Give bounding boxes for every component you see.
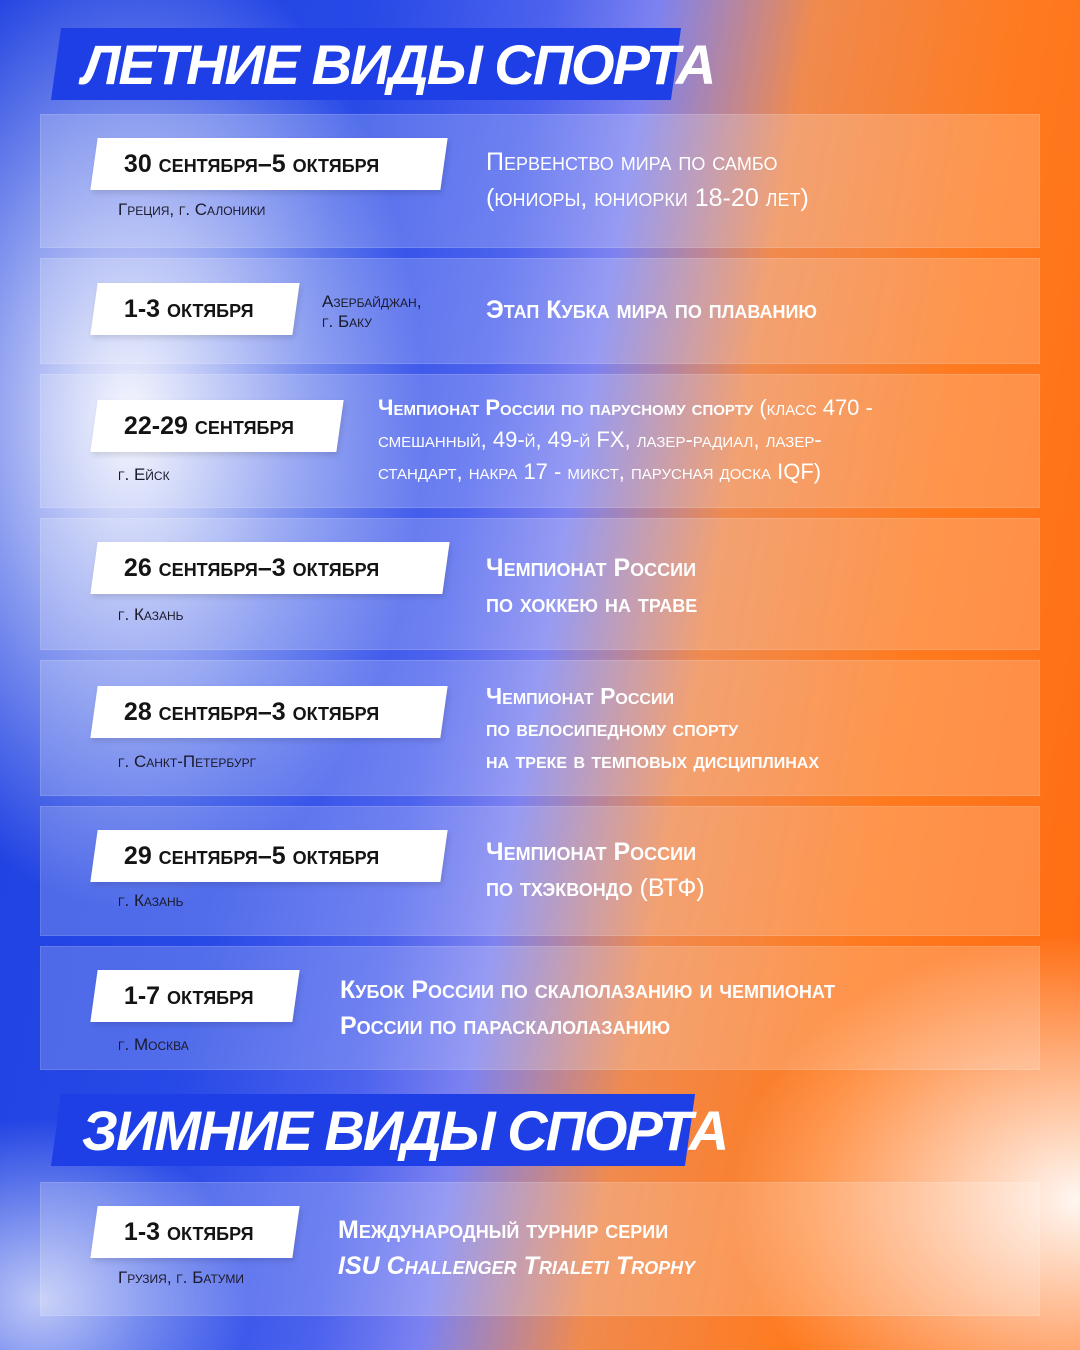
event-location: г. Ейск	[118, 465, 170, 484]
event-title: Первенство мира по самбо (юниоры, юниорки 18-20 лет)	[486, 148, 809, 212]
event-title: Этап Кубка мира по плаванию	[486, 296, 817, 324]
event-date: 30 сентября–5 октября	[90, 138, 447, 190]
event-title: Кубок России по скалолазанию и чемпионат России по параскалолазанию	[340, 976, 835, 1040]
event-location: Греция, г. Салоники	[118, 200, 266, 219]
event-title: Международный турнир серии ISU Challenger Trialeti Trophy	[338, 1216, 696, 1280]
event-title: Чемпионат России по тхэквондо (ВТФ)	[486, 838, 705, 902]
event-date: 1-7 октября	[90, 970, 299, 1022]
event-title: Чемпионат России по хоккею на траве	[486, 554, 698, 618]
summer-section-title	[51, 28, 715, 100]
event-date: 28 сентября–3 октября	[90, 686, 447, 738]
event-location: г. Казань	[118, 605, 184, 624]
event-date: 29 сентября–5 октября	[90, 830, 447, 882]
winter-title-text: ЗИМНИЕ ВИДЫ СПОРТА	[82, 1098, 728, 1162]
winter-section-title	[51, 1094, 728, 1166]
event-location: г. Москва	[118, 1035, 189, 1054]
event-location: Азербайджан, г. Баку	[322, 292, 422, 331]
event-date: 1-3 октября	[90, 1206, 299, 1258]
event-title: Чемпионат России по парусному спорту (класс 470 - смешанный, 49-й, 49-й FX, лазер-радиал, лазер- стандарт, накра 17 - микст, парусная доска IQF)	[378, 395, 873, 484]
event-location: г. Санкт-Петербург	[118, 752, 257, 771]
event-location: Грузия, г. Батуми	[118, 1268, 245, 1287]
event-title: Чемпионат России по велосипедному спорту на треке в темповых дисциплинах	[486, 683, 820, 773]
event-date: 1-3 октября	[90, 283, 299, 335]
event-date: 26 сентября–3 октября	[90, 542, 449, 594]
summer-title-text: ЛЕТНИЕ ВИДЫ СПОРТА	[82, 32, 715, 96]
event-date: 22-29 сентября	[90, 400, 343, 452]
event-location: г. Казань	[118, 891, 184, 910]
